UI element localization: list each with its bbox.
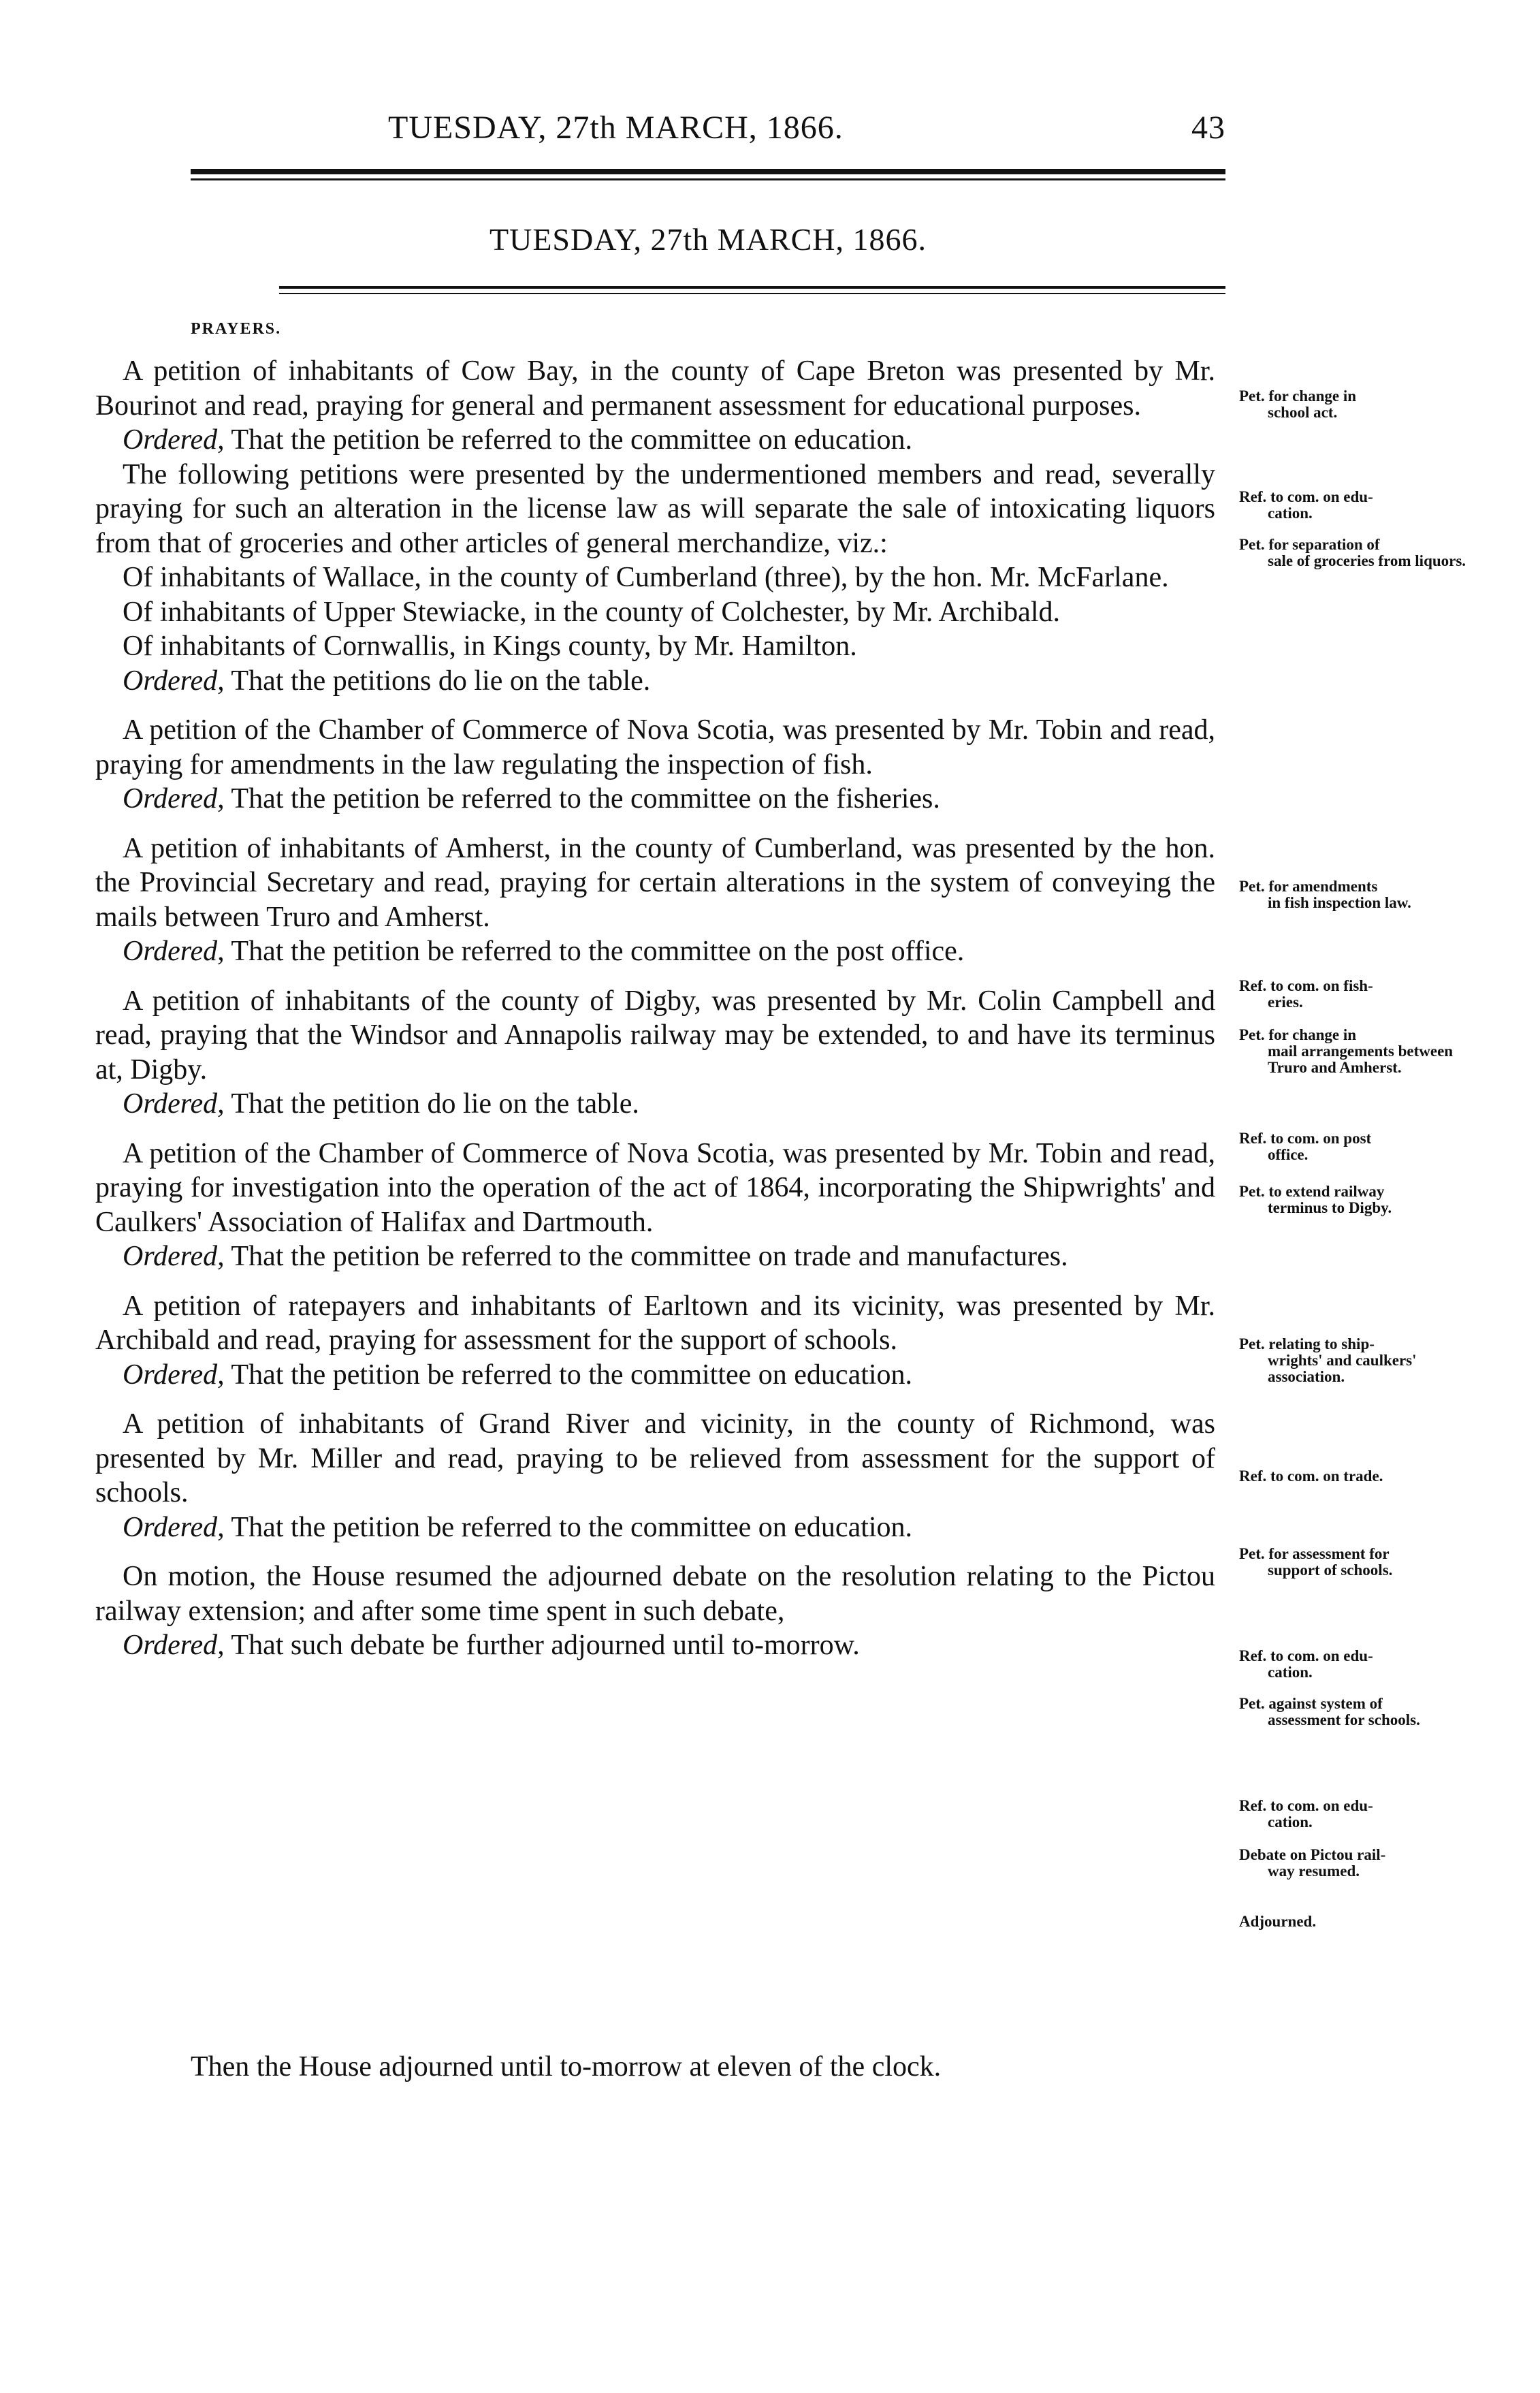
ordered-label: Ordered, [123, 1088, 225, 1120]
margin-note-continuation: school act. [1268, 404, 1338, 421]
margin-note-continuation: wrights' and caulkers' association. [1268, 1352, 1417, 1385]
paragraph: A petition of inhabitants of the county of Digby, was presented by Mr. Colin Campbell and read, praying that the Windsor and Annapolis railway may be extended, to and have its terminus at, Digby. [95, 985, 1215, 1085]
paragraph: On motion, the House resumed the adjourned debate on the resolution relating to the Pictou railway extension; and after some time spent in such debate, [95, 1561, 1215, 1627]
margin-note [1239, 1130, 1471, 1163]
margin-note-line: Ref. to com. on edu- [1239, 1647, 1373, 1664]
margin-note-line: Ref. to com. on fish- [1239, 977, 1373, 994]
margin-note [1239, 1696, 1471, 1728]
margin-note-continuation: cation. [1268, 1813, 1313, 1831]
margin-note [1239, 1546, 1471, 1579]
ordered-paragraph [95, 1510, 1215, 1545]
ordered-paragraph [95, 934, 1215, 969]
margin-note [1239, 537, 1471, 569]
paragraph: The following petitions were presented by the undermentioned members and read, severally praying for such an alteration in the license law as will separate the sale of intoxicating liquors from that of groceries and other articles of general merchandize, viz.: [95, 458, 1215, 559]
ordered-label: Ordered, [123, 1630, 225, 1661]
margin-note [1239, 388, 1471, 421]
margin-note-line: Pet. for assessment for [1239, 1545, 1390, 1562]
ordered-paragraph [95, 1358, 1215, 1393]
ordered-label: Ordered, [123, 1359, 225, 1391]
closing-line: Then the House adjourned until to-morrow at eleven of the clock. [191, 2051, 942, 2082]
margin-note-line: Adjourned. [1239, 1913, 1317, 1930]
ordered-paragraph [95, 423, 1215, 458]
margin-note-continuation: in fish inspection law. [1268, 894, 1411, 911]
margin-note-line: Ref. to com. on edu- [1239, 1797, 1373, 1814]
list-entry: Of inhabitants of Cornwallis, in Kings county, by Mr. Hamilton. [123, 631, 857, 662]
ordered-label: Ordered, [123, 424, 225, 456]
ordered-paragraph [95, 782, 1215, 817]
prayers-heading: PRAYERS. [191, 320, 282, 338]
ordered-label: Ordered, [123, 1511, 225, 1543]
ordered-label: Ordered, [123, 783, 225, 814]
ordered-text: That the petition be referred to the committee on education. [224, 1359, 913, 1391]
list-entry: Of inhabitants of Upper Stewiacke, in the county of Colchester, by Mr. Archibald. [123, 596, 1060, 628]
margin-note-continuation: terminus to Digby. [1268, 1199, 1392, 1216]
margin-note-continuation: support of schools. [1268, 1562, 1393, 1579]
margin-note-line: Pet. relating to ship- [1239, 1335, 1375, 1352]
margin-note [1239, 1184, 1471, 1216]
paragraph: A petition of ratepayers and inhabitants of Earltown and its vicinity, was presented by Mr. Archibald and read, praying for assessment for the support of schools. [95, 1290, 1215, 1356]
page-number: 43 [1191, 110, 1225, 146]
margin-note [1239, 978, 1471, 1011]
margin-note-continuation: office. [1268, 1146, 1309, 1163]
section-rule-2 [279, 293, 1225, 294]
margin-note-continuation: eries. [1268, 994, 1303, 1011]
margin-note-continuation: assessment for schools. [1268, 1711, 1420, 1728]
margin-note-continuation: cation. [1268, 505, 1313, 522]
margin-note [1239, 1027, 1471, 1076]
margin-note-line: Pet. for change in [1239, 387, 1357, 405]
ordered-text: That the petition be referred to the committee on the post office. [224, 936, 965, 967]
margin-note-line: Pet. for separation of [1239, 536, 1380, 553]
ordered-text: That the petition be referred to the committee on education. [224, 424, 913, 456]
ordered-label: Ordered, [123, 936, 225, 967]
margin-note-continuation: sale of groceries from liquors. [1268, 552, 1466, 569]
section-title: TUESDAY, 27th MARCH, 1866. [490, 222, 927, 257]
paragraph: A petition of inhabitants of Amherst, in the county of Cumberland, was presented by the hon. the Provincial Secretary and read, praying for certain alterations in the system of conveying the mails between Truro and Amherst. [95, 832, 1215, 933]
ordered-text: That the petition be referred to the committee on education. [224, 1511, 913, 1543]
paragraph: A petition of the Chamber of Commerce of Nova Scotia, was presented by Mr. Tobin and read, praying for investigation into the operation of the act of 1864, incorporating the Shipwrights' and Caulkers' Association of Halifax and Dartmouth. [95, 1137, 1215, 1238]
ordered-paragraph [95, 1087, 1215, 1122]
section-rule-1 [279, 286, 1225, 289]
margin-note-continuation: cation. [1268, 1664, 1313, 1681]
margin-note-line: Ref. to com. on post [1239, 1130, 1372, 1147]
ordered-paragraph [95, 1239, 1215, 1274]
margin-note [1239, 489, 1471, 522]
margin-note-line: Pet. for amendments [1239, 878, 1378, 895]
ordered-text: That such debate be further adjourned until to-morrow. [224, 1630, 860, 1661]
margin-note [1239, 878, 1471, 911]
margin-note [1239, 1847, 1471, 1880]
ordered-label: Ordered, [123, 665, 225, 697]
margin-note-line: Pet. to extend railway [1239, 1183, 1385, 1200]
margin-note [1239, 1468, 1471, 1485]
running-head-title: TUESDAY, 27th MARCH, 1866. [388, 110, 844, 146]
ordered-paragraph [95, 1628, 1215, 1663]
header-rule-thick [191, 169, 1225, 174]
ordered-text: That the petition be referred to the committee on the fisheries. [224, 783, 940, 814]
paragraph: A petition of inhabitants of Grand River and vicinity, in the county of Richmond, was presented by Mr. Miller and read, praying to be relieved from assessment for the support of schools. [95, 1408, 1215, 1508]
margin-note [1239, 1798, 1471, 1831]
list-entry: Of inhabitants of Wallace, in the county of Cumberland (three), by the hon. Mr. McFarlane. [123, 562, 1169, 593]
paragraph: A petition of inhabitants of Cow Bay, in the county of Cape Breton was presented by Mr. Bourinot and read, praying for general and permanent assessment for educational purposes. [95, 355, 1215, 422]
paragraph: A petition of the Chamber of Commerce of Nova Scotia, was presented by Mr. Tobin and read, praying for amendments in the law regulating the inspection of fish. [95, 714, 1215, 780]
margin-note-continuation: mail arrangements between Truro and Amherst. [1268, 1043, 1454, 1076]
margin-note-line: Pet. for change in [1239, 1026, 1357, 1043]
header-rule-thin [191, 178, 1225, 180]
body-text [95, 354, 1215, 1663]
margin-note-continuation: way resumed. [1268, 1863, 1360, 1880]
ordered-text: That the petitions do lie on the table. [224, 665, 651, 697]
margin-note [1239, 1914, 1471, 1930]
margin-note-line: Pet. against system of [1239, 1695, 1383, 1712]
ordered-paragraph [95, 664, 1215, 699]
margin-note-line: Ref. to com. on edu- [1239, 488, 1373, 505]
ordered-label: Ordered, [123, 1241, 225, 1272]
running-head [191, 102, 1225, 150]
margin-note-line: Debate on Pictou rail- [1239, 1846, 1386, 1863]
ordered-text: That the petition be referred to the committee on trade and manufactures. [224, 1241, 1068, 1272]
margin-note-line: Ref. to com. on trade. [1239, 1468, 1383, 1485]
margin-note [1239, 1336, 1471, 1385]
margin-note [1239, 1648, 1471, 1681]
ordered-text: That the petition do lie on the table. [224, 1088, 639, 1120]
